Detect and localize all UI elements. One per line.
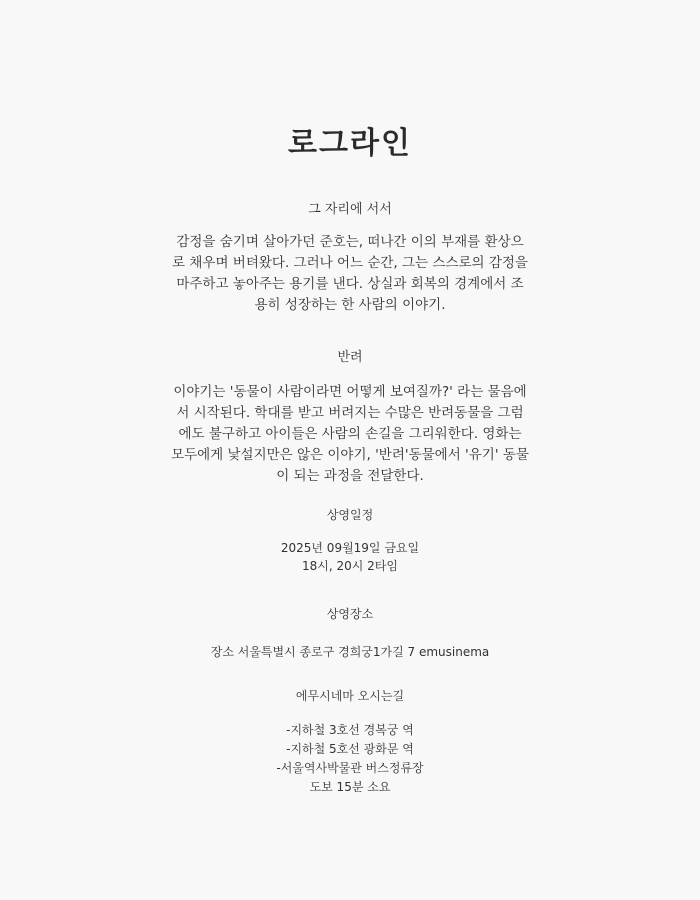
logline-line: 로 채우며 버텨왔다. 그러나 어느 순간, 그는 스스로의 감정을 xyxy=(172,255,528,271)
venue-address: 장소 서울특별시 종로구 경희궁1가길 7 emusinema xyxy=(210,645,490,659)
schedule-times: 18시, 20시 2타임 xyxy=(302,559,398,573)
section-heading-film2: 반려 xyxy=(337,350,363,365)
logline-line: 에도 불구하고 아이들은 사람의 손길을 그리워한다. 영화는 xyxy=(178,426,522,442)
schedule-info xyxy=(0,539,700,575)
film1-logline xyxy=(170,232,530,316)
logline-line: 서 시작된다. 학대를 받고 버려지는 수많은 반려동물을 그럼 xyxy=(176,405,524,421)
page-title: 로그라인 xyxy=(288,126,412,161)
film2-logline xyxy=(170,382,530,487)
logline-line: 마주하고 놓아주는 용기를 낸다. 상실과 회복의 경계에서 조 xyxy=(176,276,524,292)
logline-line: 감정을 숨기며 살아가던 준호는, 떠나간 이의 부재를 환상으 xyxy=(176,234,524,250)
logline-line: 이 되는 과정을 전달한다. xyxy=(276,468,424,484)
directions-item: -서울역사박물관 버스정류장 xyxy=(276,761,424,775)
directions-heading: 에무시네마 오시는길 xyxy=(295,689,405,703)
directions-list xyxy=(0,721,700,797)
section-heading-film1: 그 자리에 서서 xyxy=(308,202,392,217)
directions-item: -지하철 3호선 경복궁 역 xyxy=(286,723,414,737)
venue-heading: 상영장소 xyxy=(326,607,374,621)
logline-line: 용히 성장하는 한 사람의 이야기. xyxy=(254,297,446,313)
schedule-date: 2025년 09월19일 금요일 xyxy=(280,541,420,555)
directions-item: 도보 15분 소요 xyxy=(309,780,391,794)
schedule-heading: 상영일정 xyxy=(326,508,374,522)
directions-item: -지하철 5호선 광화문 역 xyxy=(286,742,414,756)
logline-line: 이야기는 '동물이 사람이라면 어떻게 보여질까?' 라는 물음에 xyxy=(173,384,527,400)
logline-line: 모두에게 낯설지만은 않은 이야기, '반려'동물에서 '유기' 동물 xyxy=(171,447,529,463)
